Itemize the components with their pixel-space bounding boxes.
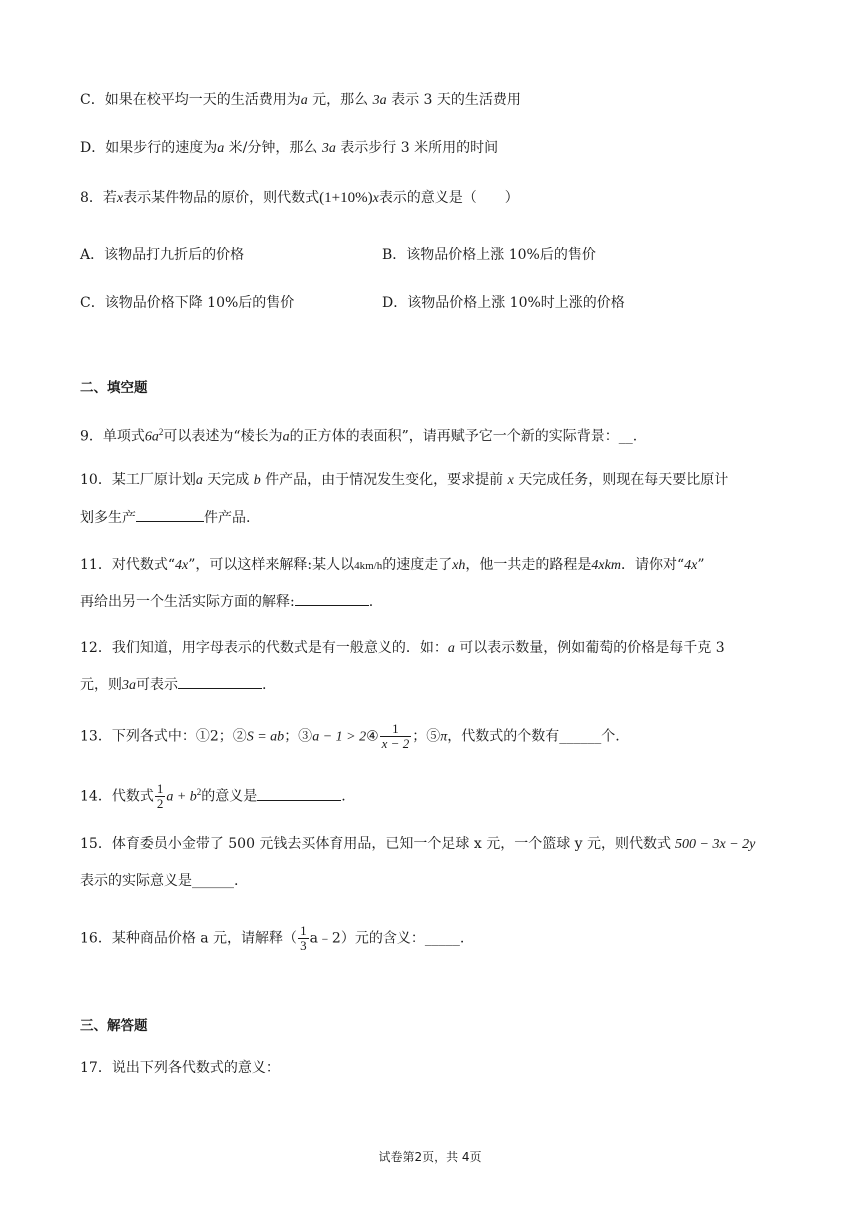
q11-answer-blank[interactable] bbox=[295, 591, 369, 606]
q8-option-b: B．该物品价格上涨 10%后的售价 bbox=[382, 247, 596, 263]
q13: 13．下列各式中：①2；②S = ab；③a − 1 > 2④ $\frac{1}{x - 2}$ ；⑤π，代数式的个数有______个. bbox=[80, 721, 620, 751]
q8-option-d: D．该物品价格上涨 10%时上涨的价格 bbox=[382, 295, 625, 311]
section-answer-title: 三、解答题 bbox=[80, 1018, 148, 1034]
q10-line2: 划多生产 件产品. bbox=[80, 507, 790, 528]
q12-answer-blank[interactable] bbox=[178, 674, 262, 689]
q12-line1: 12．我们知道，用字母表示的代数式是有一般意义的．如：a 可以表示数量，例如葡萄的价格是每千克 3 bbox=[80, 640, 725, 656]
q8-option-a: A．该物品打九折后的价格 bbox=[80, 247, 245, 263]
q7-d-label: D． bbox=[80, 140, 106, 156]
q13-fraction: $\frac{1}{x - 2}$ bbox=[381, 721, 410, 751]
q8-stem: 8．若x表示某件物品的原价，则代数式(1+10%)x表示的意义是（ ） bbox=[80, 190, 519, 206]
q12-line2: 元，则3a可表示 . bbox=[80, 674, 790, 696]
q15-line2: 表示的实际意义是______. bbox=[80, 873, 239, 889]
q17: 17．说出下列各代数式的意义： bbox=[80, 1060, 280, 1076]
q11-line2: 再给出另一个生活实际方面的解释: . bbox=[80, 591, 790, 612]
q16: 16．某种商品价格 a 元，请解释（ $\frac{1}{3}$ a﹣2）元的含义：_____. bbox=[80, 923, 465, 953]
page-footer: 试卷第2页，共 4页 bbox=[378, 1150, 482, 1164]
q7-option-c: C．如果在校平均一天的生活费用为a 元，那么 3a 表示 3 天的生活费用 bbox=[80, 92, 521, 108]
q14-fraction: $\frac{1}{2}$ bbox=[156, 781, 164, 812]
q9: 9．单项式$6a^2$可以表述为“棱长为a的正方体的表面积”，请再赋予它一个新的实际背景：__. bbox=[80, 427, 638, 445]
q8-option-c: C．该物品价格下降 10%后的售价 bbox=[80, 295, 295, 311]
section-fill-in-title: 二、填空题 bbox=[80, 380, 148, 396]
q15-line1: 15．体育委员小金带了 500 元钱去买体育用品，已知一个足球 x 元，一个篮球 y 元，则代数式 500 − 3x − 2y bbox=[80, 836, 756, 852]
q7-c-label: C． bbox=[80, 92, 105, 108]
q10-answer-blank[interactable] bbox=[136, 507, 204, 522]
q14-answer-blank[interactable] bbox=[257, 786, 341, 801]
q11-line1: 11．对代数式“4x”，可以这样来解释:某人以4km/h的速度走了xh，他一共走的路程是4xkm．请你对“4x” bbox=[80, 557, 705, 573]
q10-line1: 10．某工厂原计划a 天完成 b 件产品，由于情况发生变化，要求提前 x 天完成任务，则现在每天要比原计 bbox=[80, 472, 729, 488]
q7-option-d: D．如果步行的速度为a 米/分钟，那么 3a 表示步行 3 米所用的时间 bbox=[80, 140, 499, 156]
q14: 14．代数式 $\frac{1}{2}$ $a + b^2$的意义是 . bbox=[80, 781, 346, 812]
q16-fraction: $\frac{1}{3}$ bbox=[300, 923, 307, 953]
